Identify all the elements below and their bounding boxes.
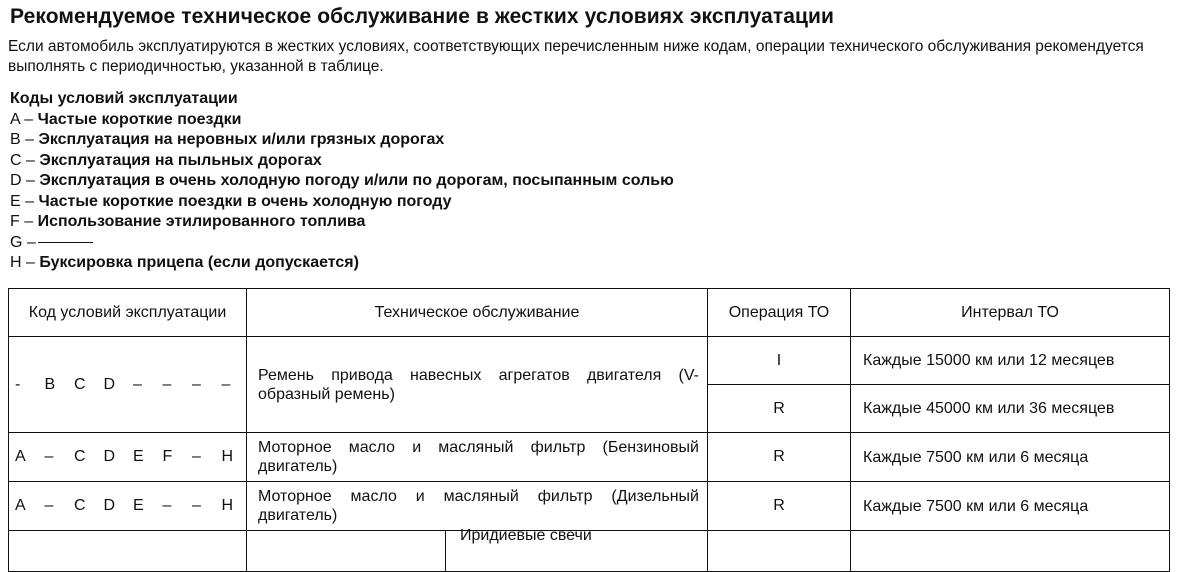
- code-mark: –: [192, 375, 201, 393]
- row-codes: [9, 482, 247, 531]
- row-operation: [708, 531, 851, 572]
- row-operation: I: [708, 337, 851, 385]
- code-mark: H: [221, 497, 234, 514]
- header-maintenance: Техническое обслуживание: [247, 289, 708, 337]
- code-item: [10, 253, 674, 274]
- code-text: Буксировка прицепа (если допускается): [39, 254, 359, 271]
- code-mark: –: [44, 448, 54, 465]
- code-item: [10, 130, 674, 151]
- table-row-partial: [9, 531, 1170, 572]
- row-interval: [851, 531, 1170, 572]
- code-mark: A: [15, 448, 26, 465]
- code-item: [10, 212, 674, 233]
- code-text: Эксплуатация на пыльных дорогах: [39, 151, 322, 169]
- code-letter: F –: [10, 213, 34, 230]
- code-mark: E: [133, 448, 144, 465]
- code-text: Эксплуатация в очень холодную погоду и/или по дорогам, посыпанным солью: [39, 172, 674, 189]
- code-mark: B: [44, 375, 56, 393]
- code-mark: F: [162, 448, 173, 465]
- header-interval: Интервал ТО: [851, 289, 1170, 337]
- codes-heading: Коды условий эксплуатации: [10, 90, 238, 107]
- code-mark: E: [133, 497, 144, 514]
- code-mark: –: [192, 448, 201, 465]
- partial-row-text: Иридиевые свечи: [460, 527, 592, 544]
- row-codes: [9, 337, 247, 433]
- code-mark: –: [162, 375, 172, 393]
- code-item: [10, 110, 674, 131]
- page-title: Рекомендуемое техническое обслуживание в жестких условиях эксплуатации: [10, 5, 835, 28]
- code-mark: –: [221, 375, 231, 393]
- code-mark: -: [15, 375, 21, 393]
- code-letter: A –: [10, 110, 34, 128]
- code-letter: G –: [10, 233, 36, 251]
- code-mark: –: [133, 375, 142, 393]
- code-mark: C: [74, 497, 86, 514]
- blank-line: [38, 242, 93, 243]
- row-maintenance: Моторное масло и масляный фильтр (Дизельный двигатель): [247, 482, 708, 531]
- row-maintenance: Моторное масло и масляный фильтр (Бензиновый двигатель): [247, 433, 708, 482]
- header-code: Код условий эксплуатации: [9, 289, 247, 337]
- code-item: [10, 233, 674, 254]
- code-letter: H –: [10, 254, 35, 271]
- code-item: [10, 151, 674, 172]
- code-text: Использование этилированного топлива: [37, 213, 366, 230]
- code-letter: B –: [10, 131, 35, 148]
- code-letter: E –: [10, 192, 35, 210]
- table-row: [9, 337, 1170, 385]
- intro-paragraph: Если автомобиль эксплуатируются в жестких условиях, соответствующих перечисленным ниже кодам, операции технического обслуживания рекомендуется выполнять с периодичностью, указанной в таблице.: [8, 38, 1144, 75]
- code-mark: C: [74, 448, 86, 465]
- code-mark: D: [103, 448, 116, 465]
- code-mark: –: [162, 497, 172, 514]
- code-text: Эксплуатация на неровных и/или грязных дорогах: [38, 131, 445, 148]
- maintenance-table: [8, 288, 1170, 572]
- row-interval: Каждые 7500 км или 6 месяца: [851, 482, 1170, 531]
- code-item: [10, 171, 674, 192]
- row-codes: [9, 433, 247, 482]
- row-interval: Каждые 7500 км или 6 месяца: [851, 433, 1170, 482]
- row-operation: R: [708, 385, 851, 433]
- code-mark: A: [15, 497, 26, 514]
- code-text: Частые короткие поездки: [37, 110, 242, 128]
- row-codes: [9, 531, 247, 572]
- row-maintenance: Ремень привода навесных агрегатов двигателя (V-образный ремень): [247, 337, 708, 433]
- code-mark: D: [103, 375, 116, 393]
- code-mark: –: [192, 497, 201, 514]
- row-interval: Каждые 45000 км или 36 месяцев: [851, 385, 1170, 433]
- table-header-row: [9, 289, 1170, 337]
- code-letter: C –: [10, 151, 35, 169]
- row-operation: R: [708, 482, 851, 531]
- table-row: [9, 482, 1170, 531]
- codes-list: [10, 89, 674, 274]
- code-mark: D: [103, 497, 116, 514]
- code-letter: D –: [10, 172, 35, 189]
- code-mark: –: [44, 497, 54, 514]
- row-operation: R: [708, 433, 851, 482]
- code-mark: C: [74, 375, 86, 393]
- header-operation: Операция ТО: [708, 289, 851, 337]
- code-item: [10, 192, 674, 213]
- code-text: Частые короткие поездки в очень холодную погоду: [38, 192, 452, 210]
- table-row: [9, 433, 1170, 482]
- code-mark: H: [221, 448, 234, 465]
- row-maintenance: [247, 527, 708, 572]
- row-interval: Каждые 15000 км или 12 месяцев: [851, 337, 1170, 385]
